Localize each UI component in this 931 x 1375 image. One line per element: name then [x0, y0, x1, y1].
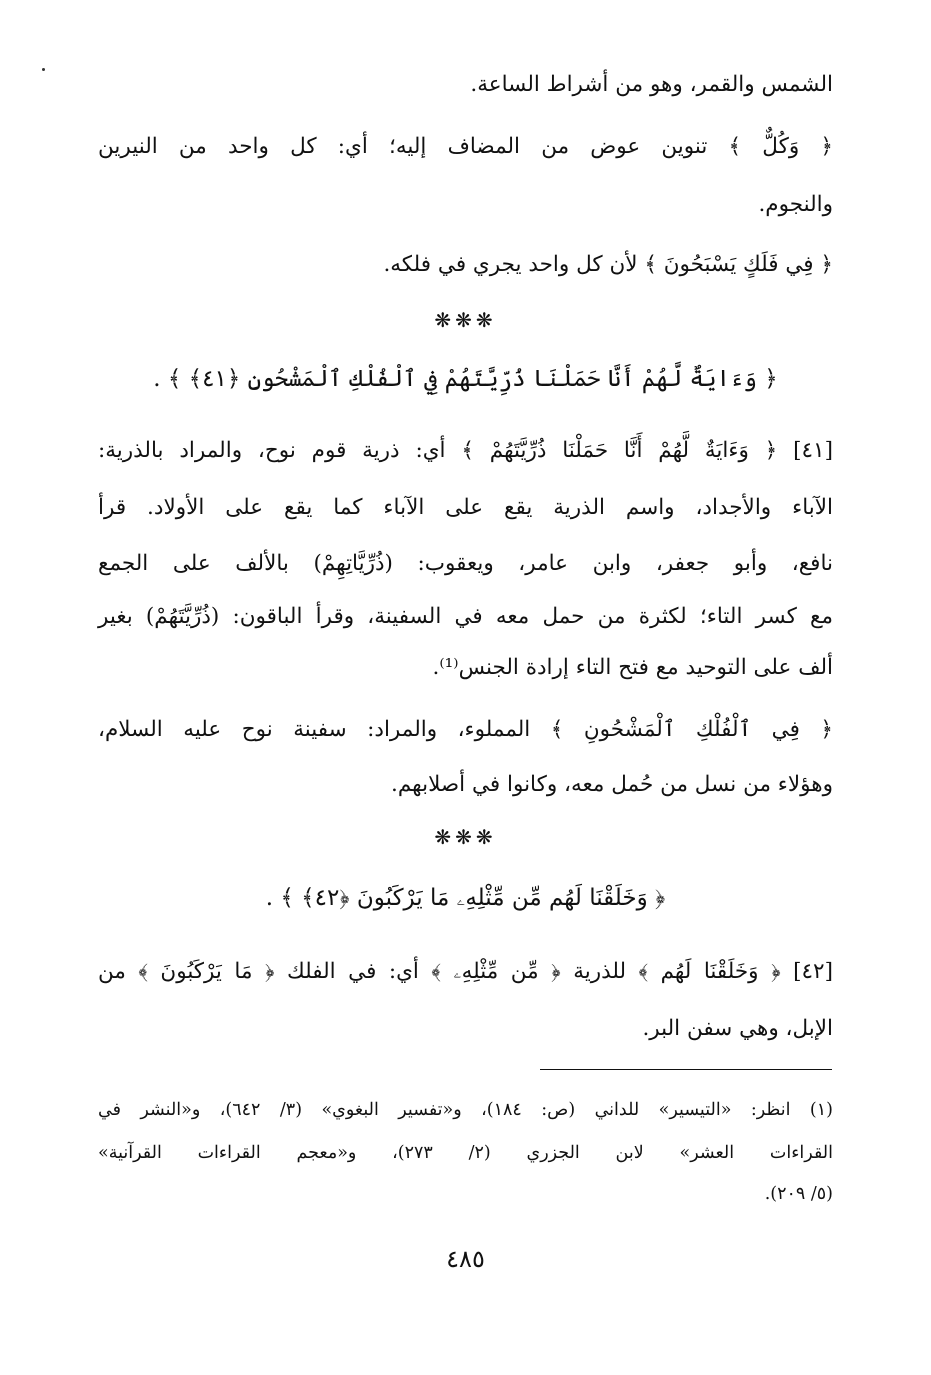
footnote-rule	[540, 1069, 832, 1070]
ink-speck	[42, 68, 45, 71]
commentary-41-line-5: ألف على التوحيد مع فتح التاء إرادة الجنس⁽¹⁾.	[432, 655, 833, 680]
text-line-3: والنجوم.	[758, 192, 833, 217]
section-separator-1: ❋❋❋	[434, 308, 497, 332]
commentary-42-line-2: الإبل، وهي سفن البر.	[642, 1016, 833, 1041]
commentary-41b-line-2: وهؤلاء من نسل من حُمل معه، وكانوا في أصلابهم.	[391, 772, 833, 797]
text-line-4: ﴿ فِي فَلَكٍ يَسْبَحُونَ ﴾ لأن كل واحد يجري في فلكه.	[383, 252, 833, 277]
section-separator-2: ❋❋❋	[434, 825, 497, 849]
text-line-1: الشمس والقمر، وهو من أشراط الساعة.	[470, 72, 833, 97]
footnote-line-2: القراءات العشر» لابن الجزري (٢/ ٢٧٣)، و«معجم القراءات القرآنية»	[98, 1143, 833, 1163]
ayah-41-verse: ﴿ وَءَايَةٌ لَّهُمْ أَنَّا حَمَلْنَا ذُرِّيَّتَهُمْ فِي ٱلْفُلْكِ ٱلْمَشْحُونِ ﴿٤١﴾ ﴾ .	[153, 366, 778, 392]
footnote-line-3: (٥/ ٢٠٩).	[764, 1184, 833, 1204]
ayah-42-verse: ﴿ وَخَلَقْنَا لَهُم مِّن مِّثْلِهِۦ مَا يَرْكَبُونَ ﴿٤٢﴾ ﴾ .	[265, 885, 666, 911]
page-number: ٤٨٥	[446, 1245, 485, 1273]
commentary-41-line-3: نافع، وأبو جعفر، وابن عامر، ويعقوب: (ذُرِّيَّاتِهِمْ) بالألف على الجمع	[98, 551, 833, 576]
commentary-41-line-2: الآباء والأجداد، واسم الذرية يقع على الآباء كما يقع على الأولاد. قرأ	[98, 495, 833, 520]
commentary-42-line-1: [٤٢] ﴿ وَخَلَقْنَا لَهُم ﴾ للذرية ﴿ مِّن مِّثْلِهِۦ ﴾ أي: في الفلك ﴿ مَا يَرْكَبُونَ ﴾ من	[98, 959, 833, 984]
footnote-line-1: (١) انظر: «التيسير» للداني (ص: ١٨٤)، و«تفسير البغوي» (٣/ ٦٤٢)، و«النشر في	[98, 1100, 833, 1120]
commentary-41-line-4: مع كسر التاء؛ لكثرة من حمل معه في السفينة، وقرأ الباقون: (ذُرِّيَّتَهُمْ) بغير	[98, 604, 833, 629]
commentary-41-line-1: [٤١] ﴿ وَءَايَةٌ لَّهُمْ أَنَّا حَمَلْنَا ذُرِّيَّتَهُمْ ﴾ أي: ذرية قوم نوح، والمراد بالذرية:	[98, 438, 833, 463]
commentary-41b-line-1: ﴿ فِي ٱلْفُلْكِ ٱلْمَشْحُونِ ﴾ المملوء، والمراد: سفينة نوح عليه السلام،	[98, 717, 833, 742]
text-line-2: ﴿ وَكُلٌّ ﴾ تنوين عوض من المضاف إليه؛ أي: كل واحد من النيرين	[98, 134, 833, 159]
